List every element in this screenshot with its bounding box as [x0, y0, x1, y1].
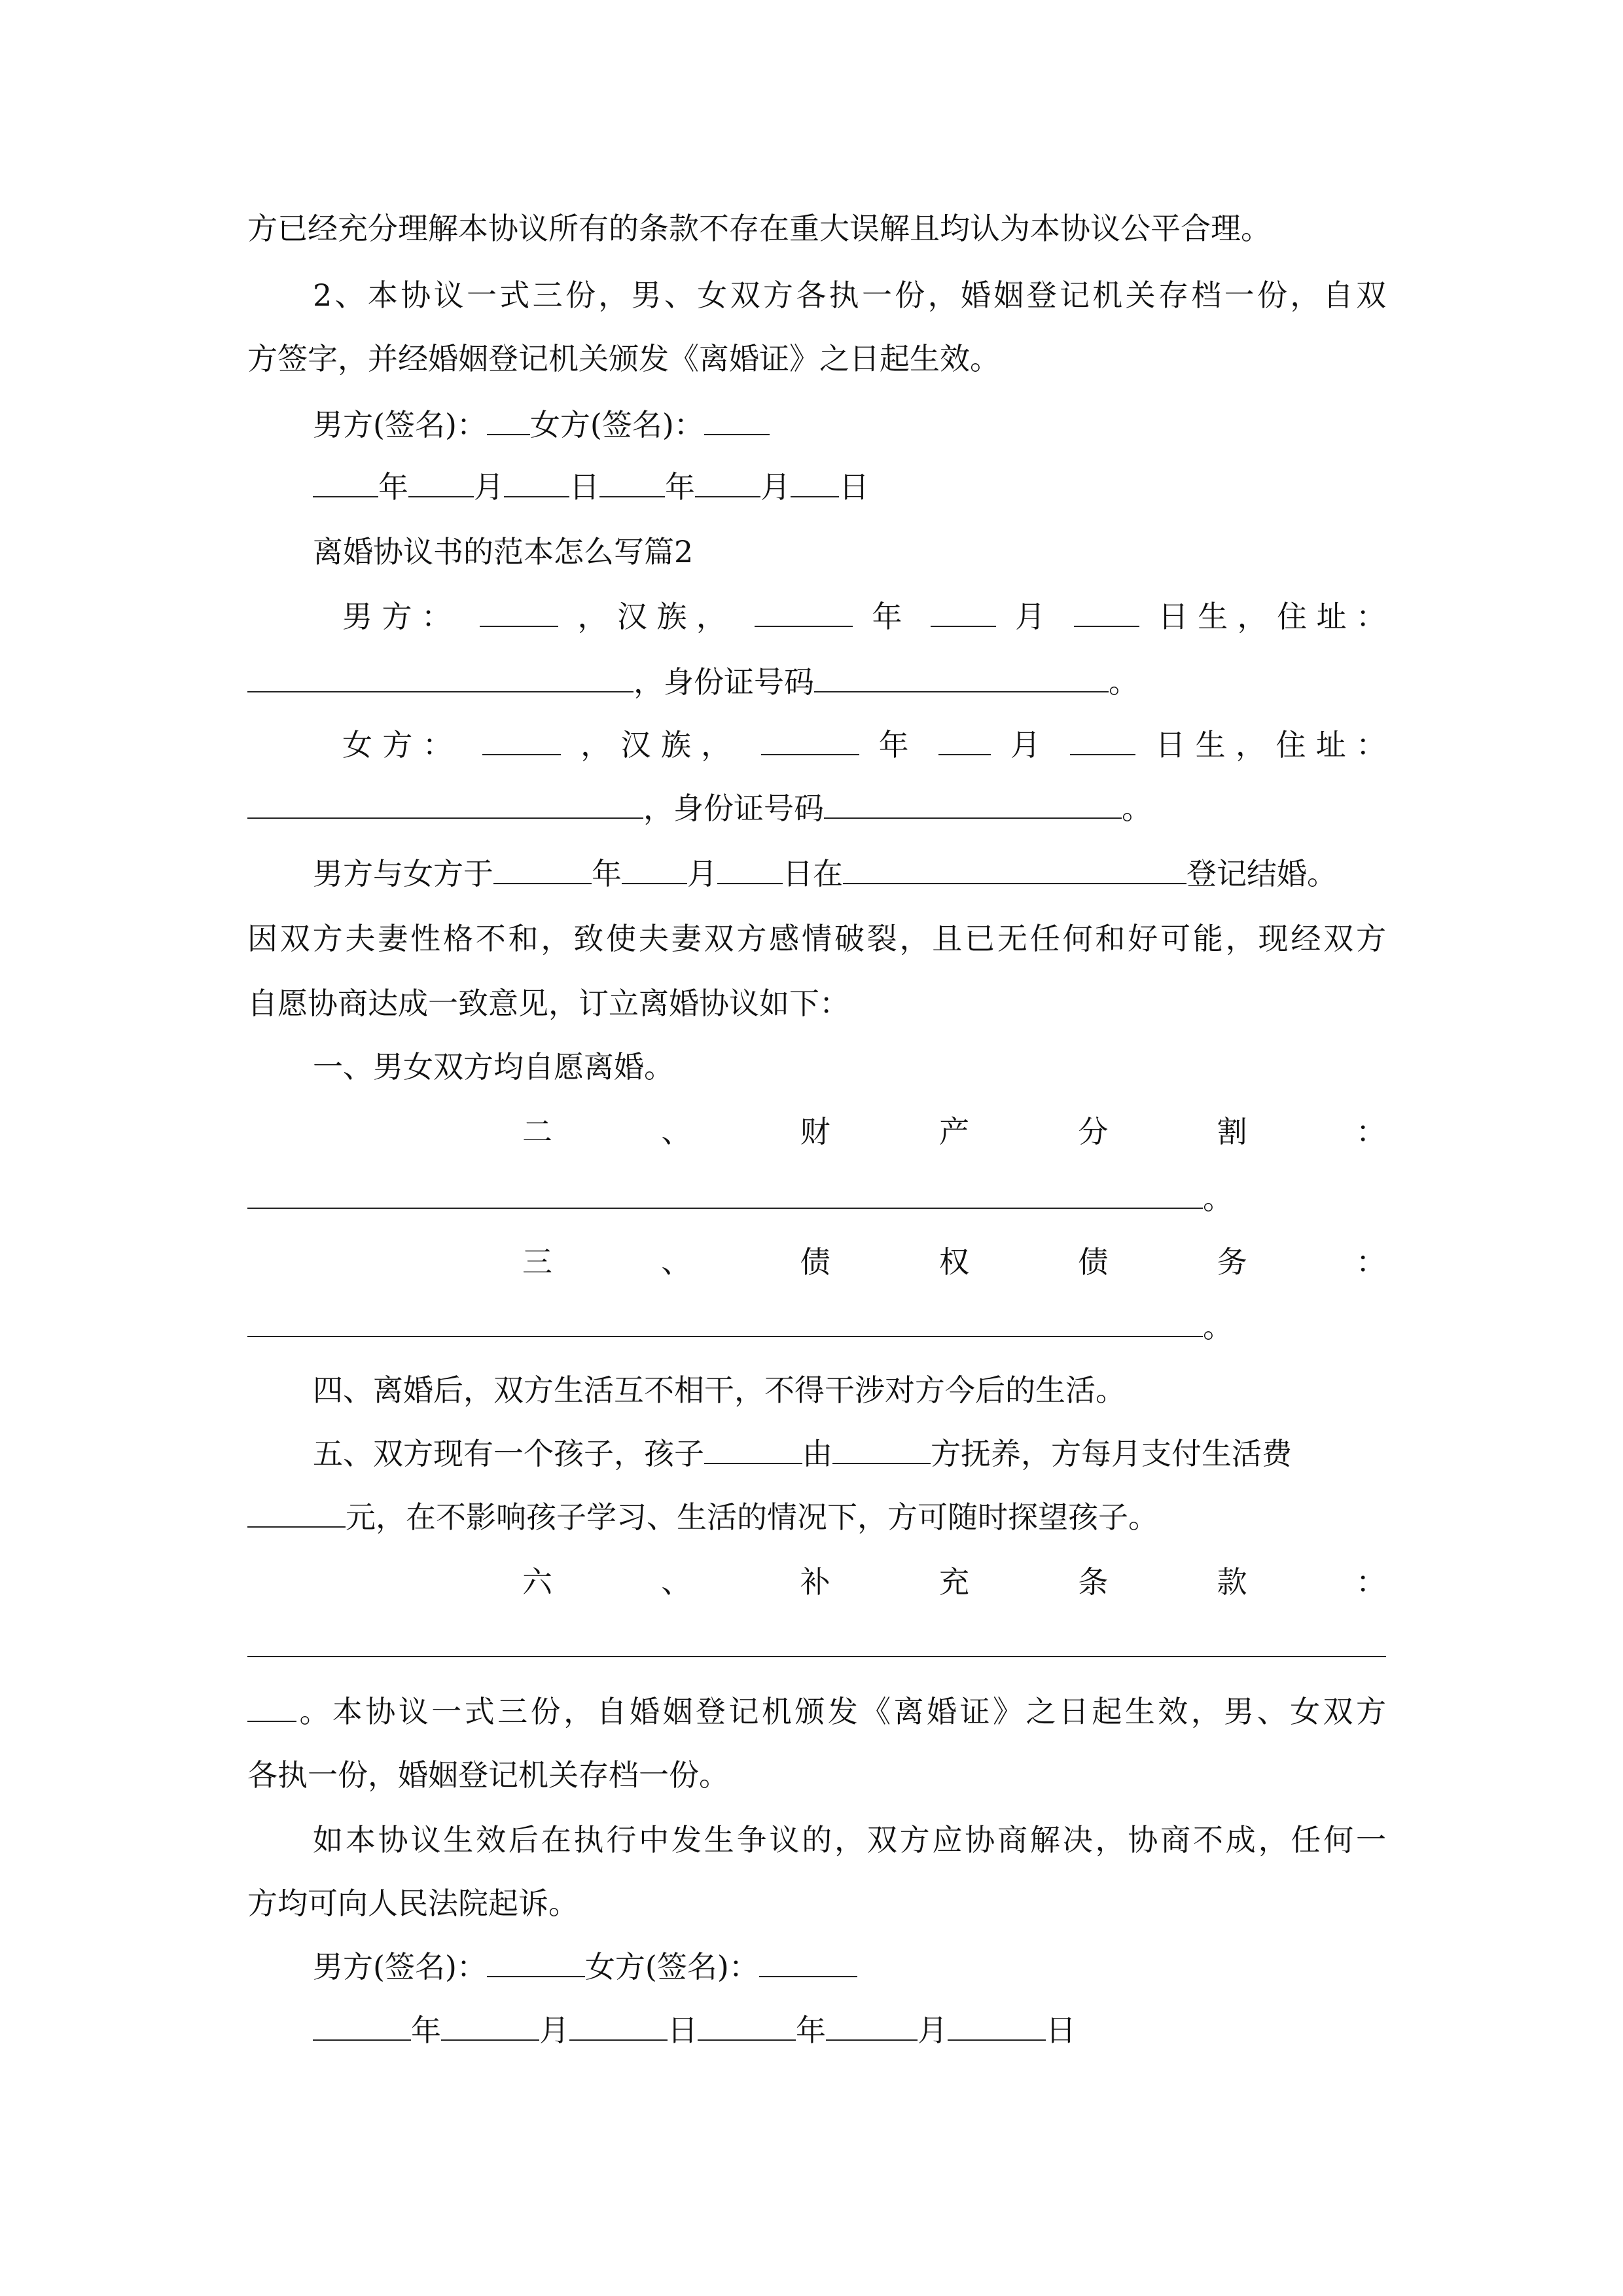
blank — [313, 470, 378, 497]
blank — [824, 791, 1122, 819]
text: 。本协议一式三份，自婚姻登记机颁发《离婚证》之日起生效，男、女双方 — [296, 1694, 1386, 1729]
text: 月 — [1015, 599, 1055, 634]
text: 如本协议生效后在执行中发生争议的，双方应协商解决，协商不成，任何一 — [313, 1822, 1386, 1857]
clause-6-blank-line — [247, 1656, 1386, 1657]
blank — [826, 2013, 918, 2041]
text: 因双方夫妻性格不和，致使夫妻双方感情破裂，且已无任何和好可能，现经双方 — [247, 921, 1386, 956]
text: 月 — [1010, 727, 1051, 762]
clause-6-heading — [247, 1561, 1386, 1603]
text: 男方： — [342, 599, 461, 634]
male-id-line — [247, 661, 1386, 703]
text: ，身份证号码 — [643, 791, 824, 826]
blank — [493, 857, 592, 884]
blank — [482, 728, 561, 755]
paragraph-line — [247, 207, 1386, 249]
text: 方已经充分理解本协议所有的条款不存在重大误解且均认为本协议公平合理。 — [247, 211, 1271, 246]
blank — [247, 1500, 346, 1528]
blank — [814, 665, 1109, 692]
text: 。 — [1203, 1181, 1233, 1216]
text: 日 — [668, 2013, 698, 2048]
blank — [704, 408, 770, 435]
blank — [759, 1950, 857, 1977]
section-title — [247, 531, 1386, 573]
clause-2-heading — [247, 1111, 1386, 1153]
blank — [755, 600, 853, 627]
text: 月 — [760, 469, 791, 505]
date-line — [247, 2009, 1386, 2051]
clause-3-heading — [247, 1241, 1386, 1283]
text: 。 — [1203, 1309, 1233, 1344]
text: 日 — [569, 469, 599, 505]
text: 日生，住址： — [1158, 599, 1387, 634]
male-party-line — [247, 596, 1386, 637]
text: 由 — [802, 1436, 832, 1471]
text: 日 — [1046, 2013, 1076, 2048]
clause-1 — [247, 1046, 1386, 1088]
text: 2、本协议一式三份，男、女双方各执一份，婚姻登记机关存档一份，自双 — [313, 278, 1386, 313]
blank — [931, 600, 996, 627]
signature-line — [247, 1946, 1386, 1988]
text: 月 — [474, 469, 504, 505]
clause-2-blank — [247, 1177, 1386, 1219]
blank — [698, 2013, 796, 2041]
text: 月 — [539, 2013, 569, 2048]
text: 自愿协商达成一致意见，订立离婚协议如下： — [247, 986, 849, 1021]
text: 年 — [592, 856, 622, 891]
paragraph-line — [247, 1754, 1386, 1796]
text: 女方(签名)： — [529, 407, 704, 442]
text: 女方(签名)： — [584, 1949, 759, 1984]
blank — [622, 857, 687, 884]
paragraph-line — [247, 982, 1386, 1024]
paragraph-line — [247, 1691, 1386, 1732]
clause-3-blank — [247, 1306, 1386, 1348]
blank — [1074, 600, 1139, 627]
blank — [948, 2013, 1046, 2041]
text: 男方与女方于 — [313, 856, 493, 891]
text: 年 — [665, 469, 695, 505]
text: 元，在不影响孩子学习、生活的情况下，方可随时探望孩子。 — [346, 1499, 1158, 1535]
blank — [441, 2013, 539, 2041]
text: 。 — [1122, 791, 1152, 826]
blank — [695, 470, 760, 497]
text: 方签字，并经婚姻登记机关颁发《离婚证》之日起生效。 — [247, 341, 1000, 376]
blank — [938, 728, 991, 755]
text: 年 — [872, 599, 912, 634]
blank — [408, 470, 474, 497]
blank — [504, 470, 569, 497]
clause-5 — [247, 1433, 1386, 1475]
text: 月 — [918, 2013, 948, 2048]
blank — [480, 600, 558, 627]
text: 男方(签名)： — [313, 1949, 487, 1984]
text: 一、男女双方均自愿离婚。 — [313, 1049, 674, 1085]
female-party-line — [247, 724, 1386, 766]
text: 各执一份，婚姻登记机关存档一份。 — [247, 1757, 729, 1793]
text: 。 — [1109, 664, 1139, 700]
blank — [247, 1181, 1203, 1209]
text: ，汉族， — [577, 599, 736, 634]
blank — [313, 2013, 411, 2041]
text: 年 — [411, 2013, 441, 2048]
blank — [717, 857, 783, 884]
text: 三、债权债务： — [522, 1244, 1386, 1280]
date-line — [247, 466, 1386, 508]
text: 年 — [378, 469, 408, 505]
text: ，身份证号码 — [633, 664, 814, 700]
text: 四、离婚后，双方生活互不相干，不得干涉对方今后的生活。 — [313, 1372, 1126, 1408]
text: ，汉族， — [580, 727, 741, 762]
blank — [487, 408, 530, 435]
blank — [599, 470, 665, 497]
blank — [832, 1437, 931, 1464]
text: 年 — [878, 727, 919, 762]
paragraph-line — [247, 918, 1386, 960]
clause-4 — [247, 1369, 1386, 1411]
signature-line — [247, 404, 1386, 446]
blank — [1070, 728, 1135, 755]
blank — [247, 1695, 296, 1722]
blank — [761, 728, 859, 755]
text: 登记结婚。 — [1186, 856, 1337, 891]
blank — [843, 857, 1186, 884]
blank — [247, 665, 633, 692]
paragraph-line — [247, 1882, 1386, 1924]
text: 方均可向人民法院起诉。 — [247, 1886, 579, 1921]
paragraph-line — [247, 338, 1386, 380]
blank — [487, 1950, 585, 1977]
text: 六、补充条款： — [522, 1564, 1386, 1600]
text: 二、财产分割： — [522, 1114, 1386, 1149]
blank — [791, 470, 839, 497]
blank — [569, 2013, 668, 2041]
text: 日 — [839, 469, 869, 505]
clause-5-cont — [247, 1496, 1386, 1538]
blank — [247, 791, 643, 819]
text: 五、双方现有一个孩子，孩子 — [313, 1436, 704, 1471]
paragraph-line — [247, 1819, 1386, 1861]
blank — [704, 1437, 802, 1464]
text: 离婚协议书的范本怎么写篇2 — [313, 534, 694, 569]
text: 方抚养，方每月支付生活费 — [931, 1436, 1292, 1471]
text: 日在 — [783, 856, 843, 891]
female-id-line — [247, 787, 1386, 829]
marriage-line — [247, 853, 1386, 895]
text: 男方(签名)： — [313, 407, 487, 442]
text: 月 — [687, 856, 717, 891]
text: 女方： — [342, 727, 463, 762]
text: 年 — [796, 2013, 826, 2048]
text: 日生，住址： — [1155, 727, 1387, 762]
paragraph-line — [247, 274, 1386, 316]
blank — [247, 1310, 1203, 1337]
